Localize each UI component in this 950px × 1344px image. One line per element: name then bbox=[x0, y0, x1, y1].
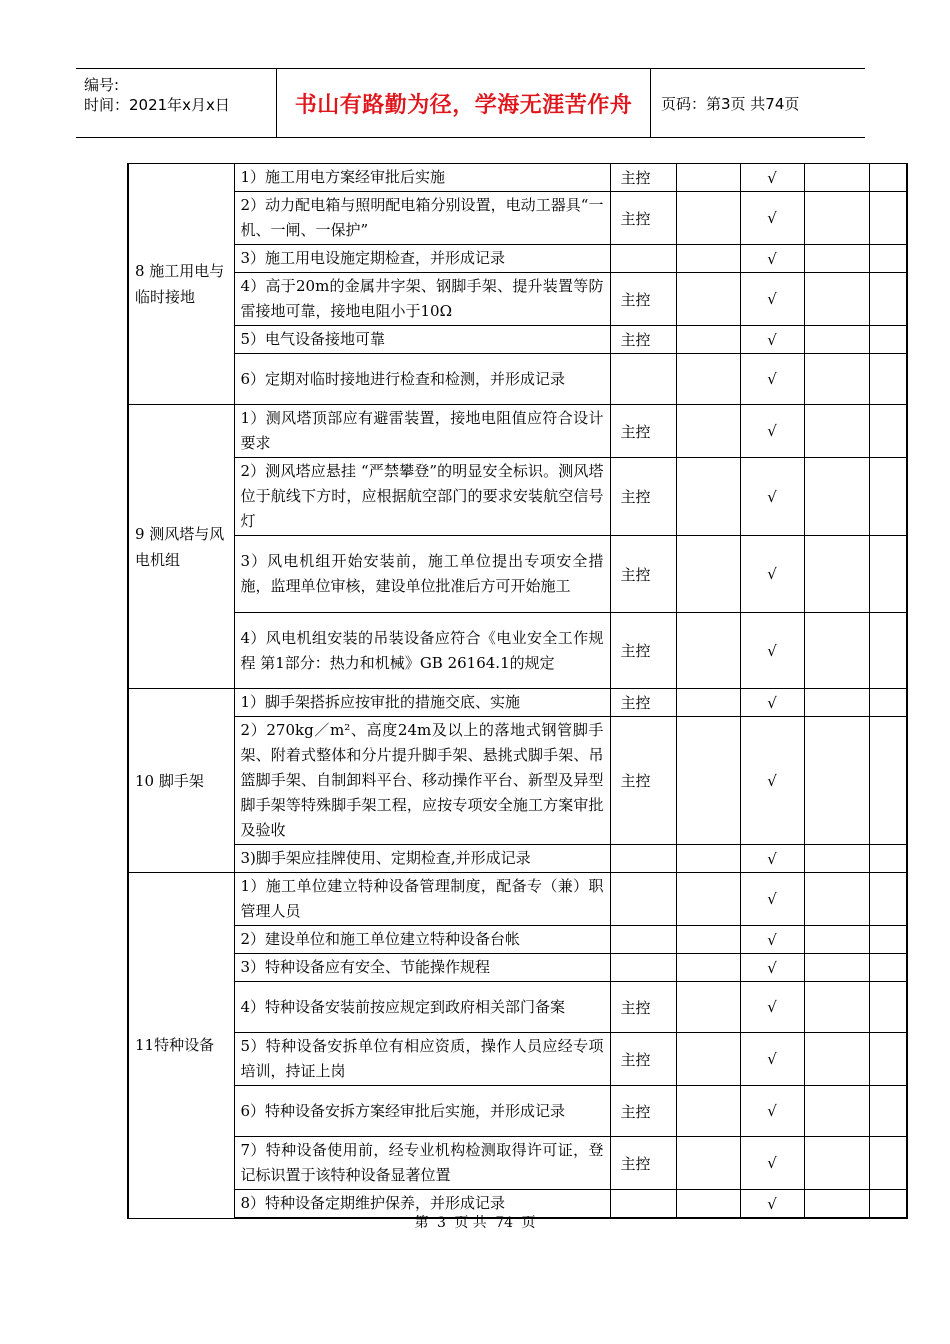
empty-cell bbox=[676, 354, 740, 405]
category-cell: 8 施工用电与临时接地 bbox=[128, 164, 234, 405]
control-level-cell: 主控 bbox=[610, 1086, 676, 1137]
control-level-cell bbox=[610, 873, 676, 926]
check-item-text: 6）定期对临时接地进行检查和检测，并形成记录 bbox=[234, 354, 610, 405]
check-mark-cell: √ bbox=[740, 613, 804, 689]
empty-cell bbox=[869, 164, 907, 192]
control-level-cell: 主控 bbox=[610, 405, 676, 458]
empty-cell bbox=[869, 926, 907, 954]
empty-cell bbox=[804, 164, 869, 192]
empty-cell bbox=[804, 1033, 869, 1086]
empty-cell bbox=[676, 613, 740, 689]
table-row bbox=[128, 245, 907, 273]
footer-page-number: 3 bbox=[436, 1215, 446, 1231]
check-item-text: 1）测风塔顶部应有避雷装置，接地电阻值应符合设计要求 bbox=[234, 405, 610, 458]
check-item-text: 4）风电机组安装的吊装设备应符合《电业安全工作规程 第1部分：热力和机械》GB 26164.1的规定 bbox=[234, 613, 610, 689]
empty-cell bbox=[804, 192, 869, 245]
empty-cell bbox=[869, 354, 907, 405]
check-item-text: 3）施工用电设施定期检查，并形成记录 bbox=[234, 245, 610, 273]
check-mark-cell: √ bbox=[740, 982, 804, 1033]
control-level-cell: 主控 bbox=[610, 458, 676, 536]
empty-cell bbox=[869, 954, 907, 982]
empty-cell bbox=[869, 192, 907, 245]
empty-cell bbox=[676, 982, 740, 1033]
header-meta bbox=[76, 69, 277, 137]
check-item-text: 1）脚手架搭拆应按审批的措施交底、实施 bbox=[234, 689, 610, 717]
empty-cell bbox=[869, 273, 907, 326]
check-item-text: 2）建设单位和施工单位建立特种设备台帐 bbox=[234, 926, 610, 954]
footer-total-pages: 74 bbox=[495, 1215, 514, 1231]
check-item-text: 2）测风塔应悬挂 “严禁攀登”的明显安全标识。测风塔位于航线下方时，应根据航空部门的要求安装航空信号灯 bbox=[234, 458, 610, 536]
control-level-cell: 主控 bbox=[610, 273, 676, 326]
control-level-cell bbox=[610, 354, 676, 405]
check-mark-cell: √ bbox=[740, 536, 804, 613]
empty-cell bbox=[676, 954, 740, 982]
table-row bbox=[128, 458, 907, 536]
empty-cell bbox=[804, 954, 869, 982]
empty-cell bbox=[869, 982, 907, 1033]
empty-cell bbox=[869, 1033, 907, 1086]
check-mark-cell: √ bbox=[740, 873, 804, 926]
control-level-cell: 主控 bbox=[610, 1033, 676, 1086]
empty-cell bbox=[676, 926, 740, 954]
empty-cell bbox=[869, 845, 907, 873]
check-item-text: 1）施工单位建立特种设备管理制度，配备专（兼）职管理人员 bbox=[234, 873, 610, 926]
page-header bbox=[76, 68, 865, 138]
table-row bbox=[128, 982, 907, 1033]
table-row bbox=[128, 845, 907, 873]
empty-cell bbox=[804, 613, 869, 689]
category-cell: 10 脚手架 bbox=[128, 689, 234, 873]
check-item-text: 4）高于20m的金属井字架、钢脚手架、提升装置等防雷接地可靠，接地电阻小于10Ω bbox=[234, 273, 610, 326]
table-row bbox=[128, 1137, 907, 1190]
table-row bbox=[128, 717, 907, 845]
control-level-cell: 主控 bbox=[610, 717, 676, 845]
footer-page-suffix: 页 bbox=[521, 1215, 536, 1231]
table-row bbox=[128, 192, 907, 245]
check-item-text: 3）风电机组开始安装前，施工单位提出专项安全措施，监理单位审核，建设单位批准后方可开始施工 bbox=[234, 536, 610, 613]
control-level-cell: 主控 bbox=[610, 982, 676, 1033]
check-item-text: 5）特种设备安拆单位有相应资质，操作人员应经专项培训，持证上岗 bbox=[234, 1033, 610, 1086]
table-row bbox=[128, 536, 907, 613]
check-mark-cell: √ bbox=[740, 164, 804, 192]
check-mark-cell: √ bbox=[740, 245, 804, 273]
table-row bbox=[128, 954, 907, 982]
control-level-cell: 主控 bbox=[610, 689, 676, 717]
control-level-cell bbox=[610, 845, 676, 873]
empty-cell bbox=[676, 1086, 740, 1137]
check-mark-cell: √ bbox=[740, 1033, 804, 1086]
table-row bbox=[128, 1086, 907, 1137]
control-level-cell: 主控 bbox=[610, 536, 676, 613]
footer-page-prefix: 第 bbox=[414, 1215, 429, 1231]
check-item-text: 2）270kg／m²、高度24m及以上的落地式钢管脚手架、附着式整体和分片提升脚手架、悬挑式脚手架、吊篮脚手架、自制卸料平台、移动操作平台、新型及异型脚手架等特殊脚手架工程，应按专项安全施工方案审批及验收 bbox=[234, 717, 610, 845]
check-mark-cell: √ bbox=[740, 1086, 804, 1137]
empty-cell bbox=[676, 326, 740, 354]
check-mark-cell: √ bbox=[740, 954, 804, 982]
empty-cell bbox=[676, 458, 740, 536]
empty-cell bbox=[804, 689, 869, 717]
check-item-text: 1）施工用电方案经审批后实施 bbox=[234, 164, 610, 192]
control-level-cell: 主控 bbox=[610, 164, 676, 192]
table-row bbox=[128, 164, 907, 192]
inspection-table bbox=[127, 163, 908, 1219]
check-item-text: 3）特种设备应有安全、节能操作规程 bbox=[234, 954, 610, 982]
inspection-table-body bbox=[128, 164, 907, 1219]
empty-cell bbox=[804, 536, 869, 613]
empty-cell bbox=[804, 1137, 869, 1190]
empty-cell bbox=[869, 689, 907, 717]
empty-cell bbox=[676, 536, 740, 613]
control-level-cell bbox=[610, 926, 676, 954]
table-row bbox=[128, 613, 907, 689]
check-item-text: 6）特种设备安拆方案经审批后实施，并形成记录 bbox=[234, 1086, 610, 1137]
check-item-text: 3)脚手架应挂牌使用、定期检查,并形成记录 bbox=[234, 845, 610, 873]
check-item-text: 5）电气设备接地可靠 bbox=[234, 326, 610, 354]
check-mark-cell: √ bbox=[740, 1137, 804, 1190]
empty-cell bbox=[804, 717, 869, 845]
empty-cell bbox=[676, 273, 740, 326]
empty-cell bbox=[676, 1137, 740, 1190]
check-mark-cell: √ bbox=[740, 1190, 804, 1219]
check-mark-cell: √ bbox=[740, 926, 804, 954]
table-row bbox=[128, 926, 907, 954]
empty-cell bbox=[869, 245, 907, 273]
footer-page-mid: 页 共 bbox=[454, 1215, 487, 1231]
table-row bbox=[128, 326, 907, 354]
check-mark-cell: √ bbox=[740, 354, 804, 405]
empty-cell bbox=[804, 354, 869, 405]
empty-cell bbox=[676, 873, 740, 926]
empty-cell bbox=[676, 164, 740, 192]
check-mark-cell: √ bbox=[740, 845, 804, 873]
empty-cell bbox=[804, 326, 869, 354]
empty-cell bbox=[869, 613, 907, 689]
check-mark-cell: √ bbox=[740, 192, 804, 245]
check-mark-cell: √ bbox=[740, 326, 804, 354]
empty-cell bbox=[869, 326, 907, 354]
number-label: 编号: bbox=[84, 76, 120, 94]
empty-cell bbox=[676, 845, 740, 873]
control-level-cell: 主控 bbox=[610, 1137, 676, 1190]
page-footer bbox=[0, 1212, 950, 1232]
empty-cell bbox=[869, 873, 907, 926]
check-item-text: 2）动力配电箱与照明配电箱分别设置，电动工器具“一机、一闸、一保护” bbox=[234, 192, 610, 245]
category-cell: 9 测风塔与风电机组 bbox=[128, 405, 234, 689]
header-page-label: 页码：第3页 共74页 bbox=[661, 94, 800, 113]
empty-cell bbox=[804, 982, 869, 1033]
empty-cell bbox=[676, 192, 740, 245]
empty-cell bbox=[869, 458, 907, 536]
empty-cell bbox=[676, 405, 740, 458]
empty-cell bbox=[804, 1086, 869, 1137]
table-row bbox=[128, 405, 907, 458]
check-item-text: 4）特种设备安装前按应规定到政府相关部门备案 bbox=[234, 982, 610, 1033]
control-level-cell bbox=[610, 245, 676, 273]
empty-cell bbox=[804, 245, 869, 273]
category-cell: 11特种设备 bbox=[128, 873, 234, 1219]
table-row bbox=[128, 689, 907, 717]
table-row bbox=[128, 1033, 907, 1086]
check-mark-cell: √ bbox=[740, 273, 804, 326]
empty-cell bbox=[676, 1033, 740, 1086]
table-row bbox=[128, 354, 907, 405]
empty-cell bbox=[676, 245, 740, 273]
check-item-text: 8）特种设备定期维护保养，并形成记录 bbox=[234, 1190, 610, 1219]
control-level-cell bbox=[610, 954, 676, 982]
empty-cell bbox=[869, 1137, 907, 1190]
empty-cell bbox=[869, 1086, 907, 1137]
empty-cell bbox=[804, 845, 869, 873]
control-level-cell: 主控 bbox=[610, 613, 676, 689]
empty-cell bbox=[804, 926, 869, 954]
empty-cell bbox=[804, 873, 869, 926]
control-level-cell: 主控 bbox=[610, 326, 676, 354]
empty-cell bbox=[804, 458, 869, 536]
control-level-cell: 主控 bbox=[610, 192, 676, 245]
check-item-text: 7）特种设备使用前，经专业机构检测取得许可证，登记标识置于该特种设备显著位置 bbox=[234, 1137, 610, 1190]
empty-cell bbox=[869, 536, 907, 613]
header-motto: 书山有路勤为径，学海无涯苦作舟 bbox=[277, 69, 651, 137]
empty-cell bbox=[804, 273, 869, 326]
check-mark-cell: √ bbox=[740, 458, 804, 536]
check-mark-cell: √ bbox=[740, 689, 804, 717]
check-mark-cell: √ bbox=[740, 717, 804, 845]
time-label: 时间：2021年x月x日 bbox=[84, 96, 230, 114]
empty-cell bbox=[676, 689, 740, 717]
check-mark-cell: √ bbox=[740, 405, 804, 458]
empty-cell bbox=[869, 405, 907, 458]
empty-cell bbox=[676, 717, 740, 845]
table-row bbox=[128, 873, 907, 926]
table-row bbox=[128, 273, 907, 326]
empty-cell bbox=[804, 405, 869, 458]
empty-cell bbox=[869, 717, 907, 845]
